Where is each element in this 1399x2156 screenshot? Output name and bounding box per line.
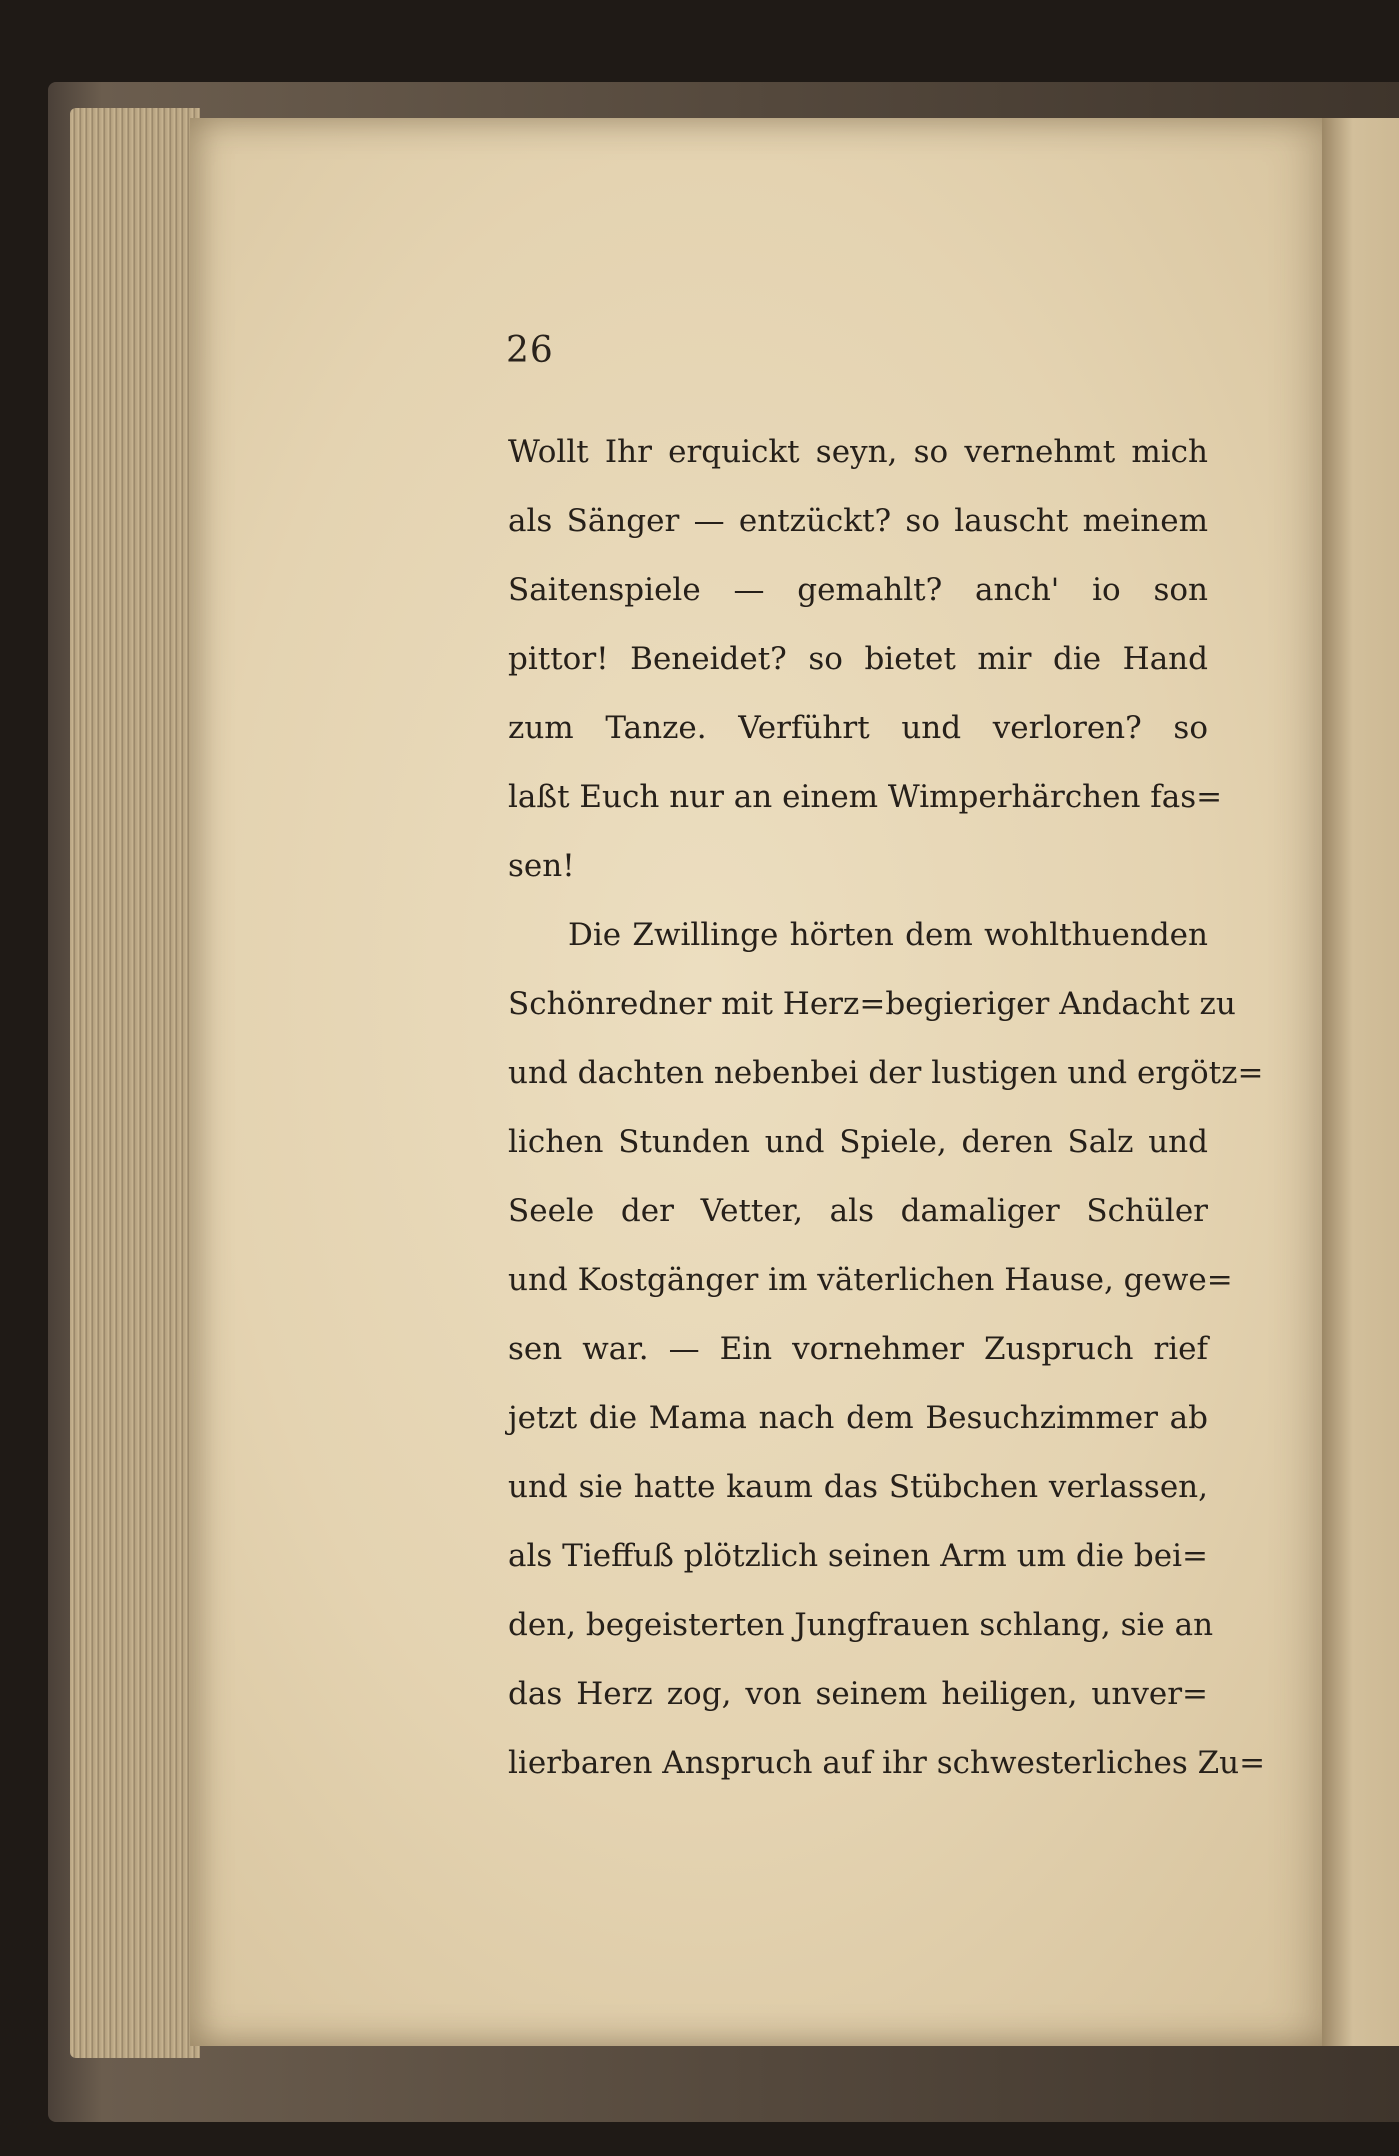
facing-page-edge [1322, 118, 1399, 2046]
text-line: sen! [508, 848, 575, 884]
text-line: zum Tanze. Verführt und verloren? so [508, 710, 1208, 746]
text-line: Wollt Ihr erquickt seyn, so vernehmt mich [508, 434, 1208, 470]
text-line: Seele der Vetter, als damaliger Schüler [508, 1193, 1208, 1229]
text-line: als Sänger — entzückt? so lauscht meinem [508, 503, 1208, 539]
text-line: als Tieffuß plötzlich seinen Arm um die bei= [508, 1538, 1208, 1574]
text-line: jetzt die Mama nach dem Besuchzimmer ab [508, 1400, 1208, 1436]
paragraph-start-line: Die Zwillinge hörten dem wohlthuenden [568, 917, 1208, 953]
text-line: Saitenspiele — gemahlt? anch' io son [508, 572, 1208, 608]
page-number: 26 [506, 330, 554, 371]
text-line: laßt Euch nur an einem Wimperhärchen fas= [508, 779, 1223, 815]
page-text [508, 418, 1266, 1798]
text-line: sen war. — Ein vornehmer Zuspruch rief [508, 1331, 1208, 1367]
text-line: und Kostgänger im väterlichen Hause, gewe= [508, 1262, 1233, 1298]
text-line: den, begeisterten Jungfrauen schlang, sie an [508, 1607, 1214, 1643]
text-line: Schönredner mit Herz=begieriger Andacht zu [508, 986, 1236, 1022]
text-line: und sie hatte kaum das Stübchen verlassen, [508, 1469, 1208, 1505]
text-line: lichen Stunden und Spiele, deren Salz und [508, 1124, 1208, 1160]
text-line: pittor! Beneidet? so bietet mir die Hand [508, 641, 1208, 677]
text-line: das Herz zog, von seinem heiligen, unver= [508, 1676, 1208, 1712]
text-line: lierbaren Anspruch auf ihr schwesterliches Zu= [508, 1745, 1266, 1781]
text-line: und dachten nebenbei der lustigen und ergötz= [508, 1055, 1264, 1091]
page-edges [70, 108, 200, 2058]
